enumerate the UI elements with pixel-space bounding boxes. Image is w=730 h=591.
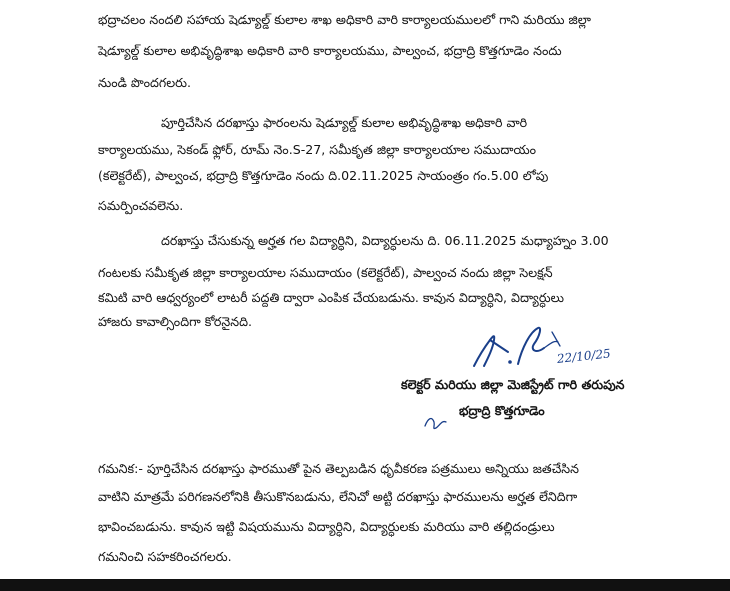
signatory-title: కలెక్టర్ మరియు జిల్లా మెజిస్ట్రేట్ గారి తరుపున — [401, 377, 625, 392]
paragraph-2-line-1: పూర్తిచేసిన దరఖాస్తు ఫారంలను షెడ్యూల్డ్ కులాల అభివృద్ధిశాఖ అధికారి వారి — [161, 115, 528, 130]
paragraph-2-line-4: సమర్పించవలెను. — [98, 198, 184, 213]
paragraph-3-line-3: కమిటి వారి ఆధ్వర్యంలో లాటరీ పద్దతి ద్వారా ఎంపిక చేయబడును. కావున విద్యార్ధిని, విద్యార్ధులు — [98, 290, 564, 305]
paragraph-1-line-3: నుండి పొందగలరు. — [98, 75, 191, 90]
paragraph-2-line-3: (కలెక్టరేట్), పాల్వంచ, భద్రాద్రి కొత్తగూడెం నందు ది.02.11.2025 సాయంత్రం గం.5.00 లోపు — [98, 168, 549, 183]
initials-mark — [422, 412, 450, 434]
paragraph-1-line-2: షెడ్యూల్డ్ కులాల అభివృద్ధిశాఖ అధికారి వారి కార్యాలయము, పాల్వంచ, భద్రాద్రి కొత్తగూడెం నందు — [98, 43, 562, 58]
note-line-4: గమనించి సహకరించగలరు. — [98, 549, 232, 564]
paragraph-1-line-1: భద్రాచలం నందలి సహాయ షెడ్యూల్డ్ కులాల శాఖ అధికారి వారి కార్యాలయములలో గాని మరియు జిల్లా — [98, 12, 591, 27]
paragraph-3-line-4: హాజరు కావాల్సిందిగా కోరనైనది. — [98, 314, 252, 329]
bottom-edge-bar — [0, 579, 730, 591]
signatory-location: భద్రాద్రి కొత్తగూడెం — [459, 403, 545, 418]
note-line-1: గమనిక:- పూర్తిచేసిన దరఖాస్తు ఫారముతో పైన తెల్పబడిన ధృవీకరణ పత్రములు అన్నియు జతచేసిన — [98, 461, 579, 476]
note-line-3: భావించబడును. కావున ఇట్టి విషయమును విద్యార్ధిని, విద్యార్ధులకు మరియు వారి తల్లిదండ్రులు — [98, 519, 555, 534]
paragraph-2-line-2: కార్యాలయము, సెకండ్ ఫ్లోర్, రూమ్ నెం.S-27, సమీకృత జిల్లా కార్యాలయాల సముదాయం — [98, 142, 537, 157]
signature-date: 22/10/25 — [556, 346, 612, 366]
paragraph-3-line-1: దరఖాస్తు చేసుకున్న అర్హత గల విద్యార్ధిని, విద్యార్ధులను ది. 06.11.2025 మధ్యాహ్నం 3.00 — [161, 233, 609, 248]
paragraph-3-line-2: గంటలకు సమీకృత జిల్లా కార్యాలయాల సముదాయం (కలెక్టరేట్), పాల్వంచ నందు జిల్లా సెలక్షన్ — [98, 265, 553, 280]
note-line-2: వాటిని మాత్రమే పరిగణనలోనికి తీసుకొనబడును, లేనిచో అట్టి దరఖాస్తు ఫారములను అర్హత లేనిదిగా — [98, 489, 578, 504]
